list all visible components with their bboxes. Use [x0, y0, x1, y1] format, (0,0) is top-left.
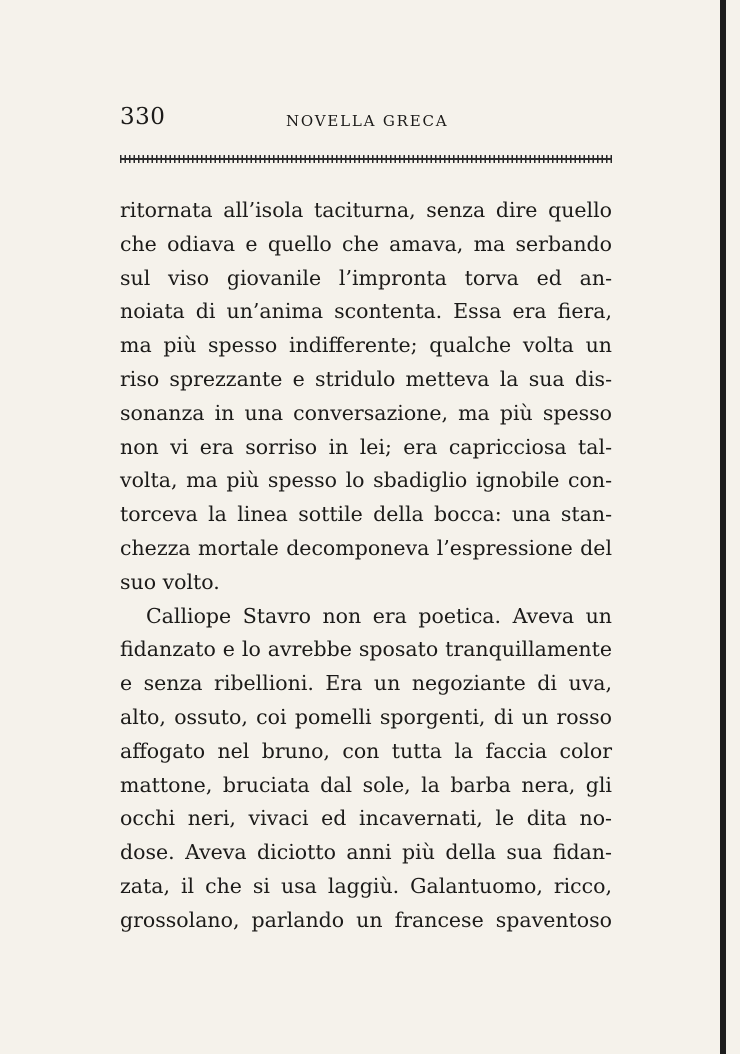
text-line: zata, il che si usa laggiù. Galantuomo, ricco, [120, 873, 612, 898]
text-line: grossolano, parlando un francese spaventoso [120, 907, 612, 932]
text-line: sul viso giovanile l’impronta torva ed an- [120, 265, 612, 290]
body-text [120, 194, 612, 938]
text-line: volta, ma più spesso lo sbadiglio ignobile con- [120, 468, 612, 493]
text-line: che odiava e quello che amava, ma serbando [120, 231, 612, 256]
running-title: NOVELLA GRECA [286, 112, 449, 130]
page-number: 330 [120, 104, 166, 130]
text-line: torceva la linea sottile della bocca: una stan- [120, 502, 612, 527]
text-line: fidanzato e lo avrebbe sposato tranquillamente [120, 637, 612, 662]
text-line: chezza mortale decomponeva l’espressione del [120, 535, 612, 560]
text-line-paragraph-start: Calliope Stavro non era poetica. Aveva un [146, 603, 612, 628]
text-line: riso sprezzante e stridulo metteva la sua dis- [120, 366, 612, 391]
text-line: dose. Aveva diciotto anni più della sua fidan- [120, 840, 612, 865]
text-line: ritornata all’isola taciturna, senza dire quello [120, 198, 612, 222]
text-line: affogato nel bruno, con tutta la faccia color [120, 738, 612, 763]
page-spine-edge [720, 0, 726, 1054]
text-line: e senza ribellioni. Era un negoziante di uva, [120, 671, 612, 696]
text-line: noiata di un’anima scontenta. Essa era fiera, [120, 299, 612, 324]
text-line: non vi era sorriso in lei; era capricciosa tal- [120, 434, 612, 459]
text-line: alto, ossuto, coi pomelli sporgenti, di un rosso [120, 704, 612, 729]
text-line: mattone, bruciata dal sole, la barba nera, gli [120, 772, 612, 797]
text-line: ma più spesso indifferente; qualche volta un [120, 333, 612, 358]
text-line: sonanza in una conversazione, ma più spesso [120, 400, 612, 425]
text-line: occhi neri, vivaci ed incavernati, le dita no- [120, 806, 612, 831]
header-ornamental-rule [120, 155, 612, 163]
text-line-paragraph-end: suo volto. [120, 569, 220, 594]
rule-ticks [120, 155, 612, 163]
